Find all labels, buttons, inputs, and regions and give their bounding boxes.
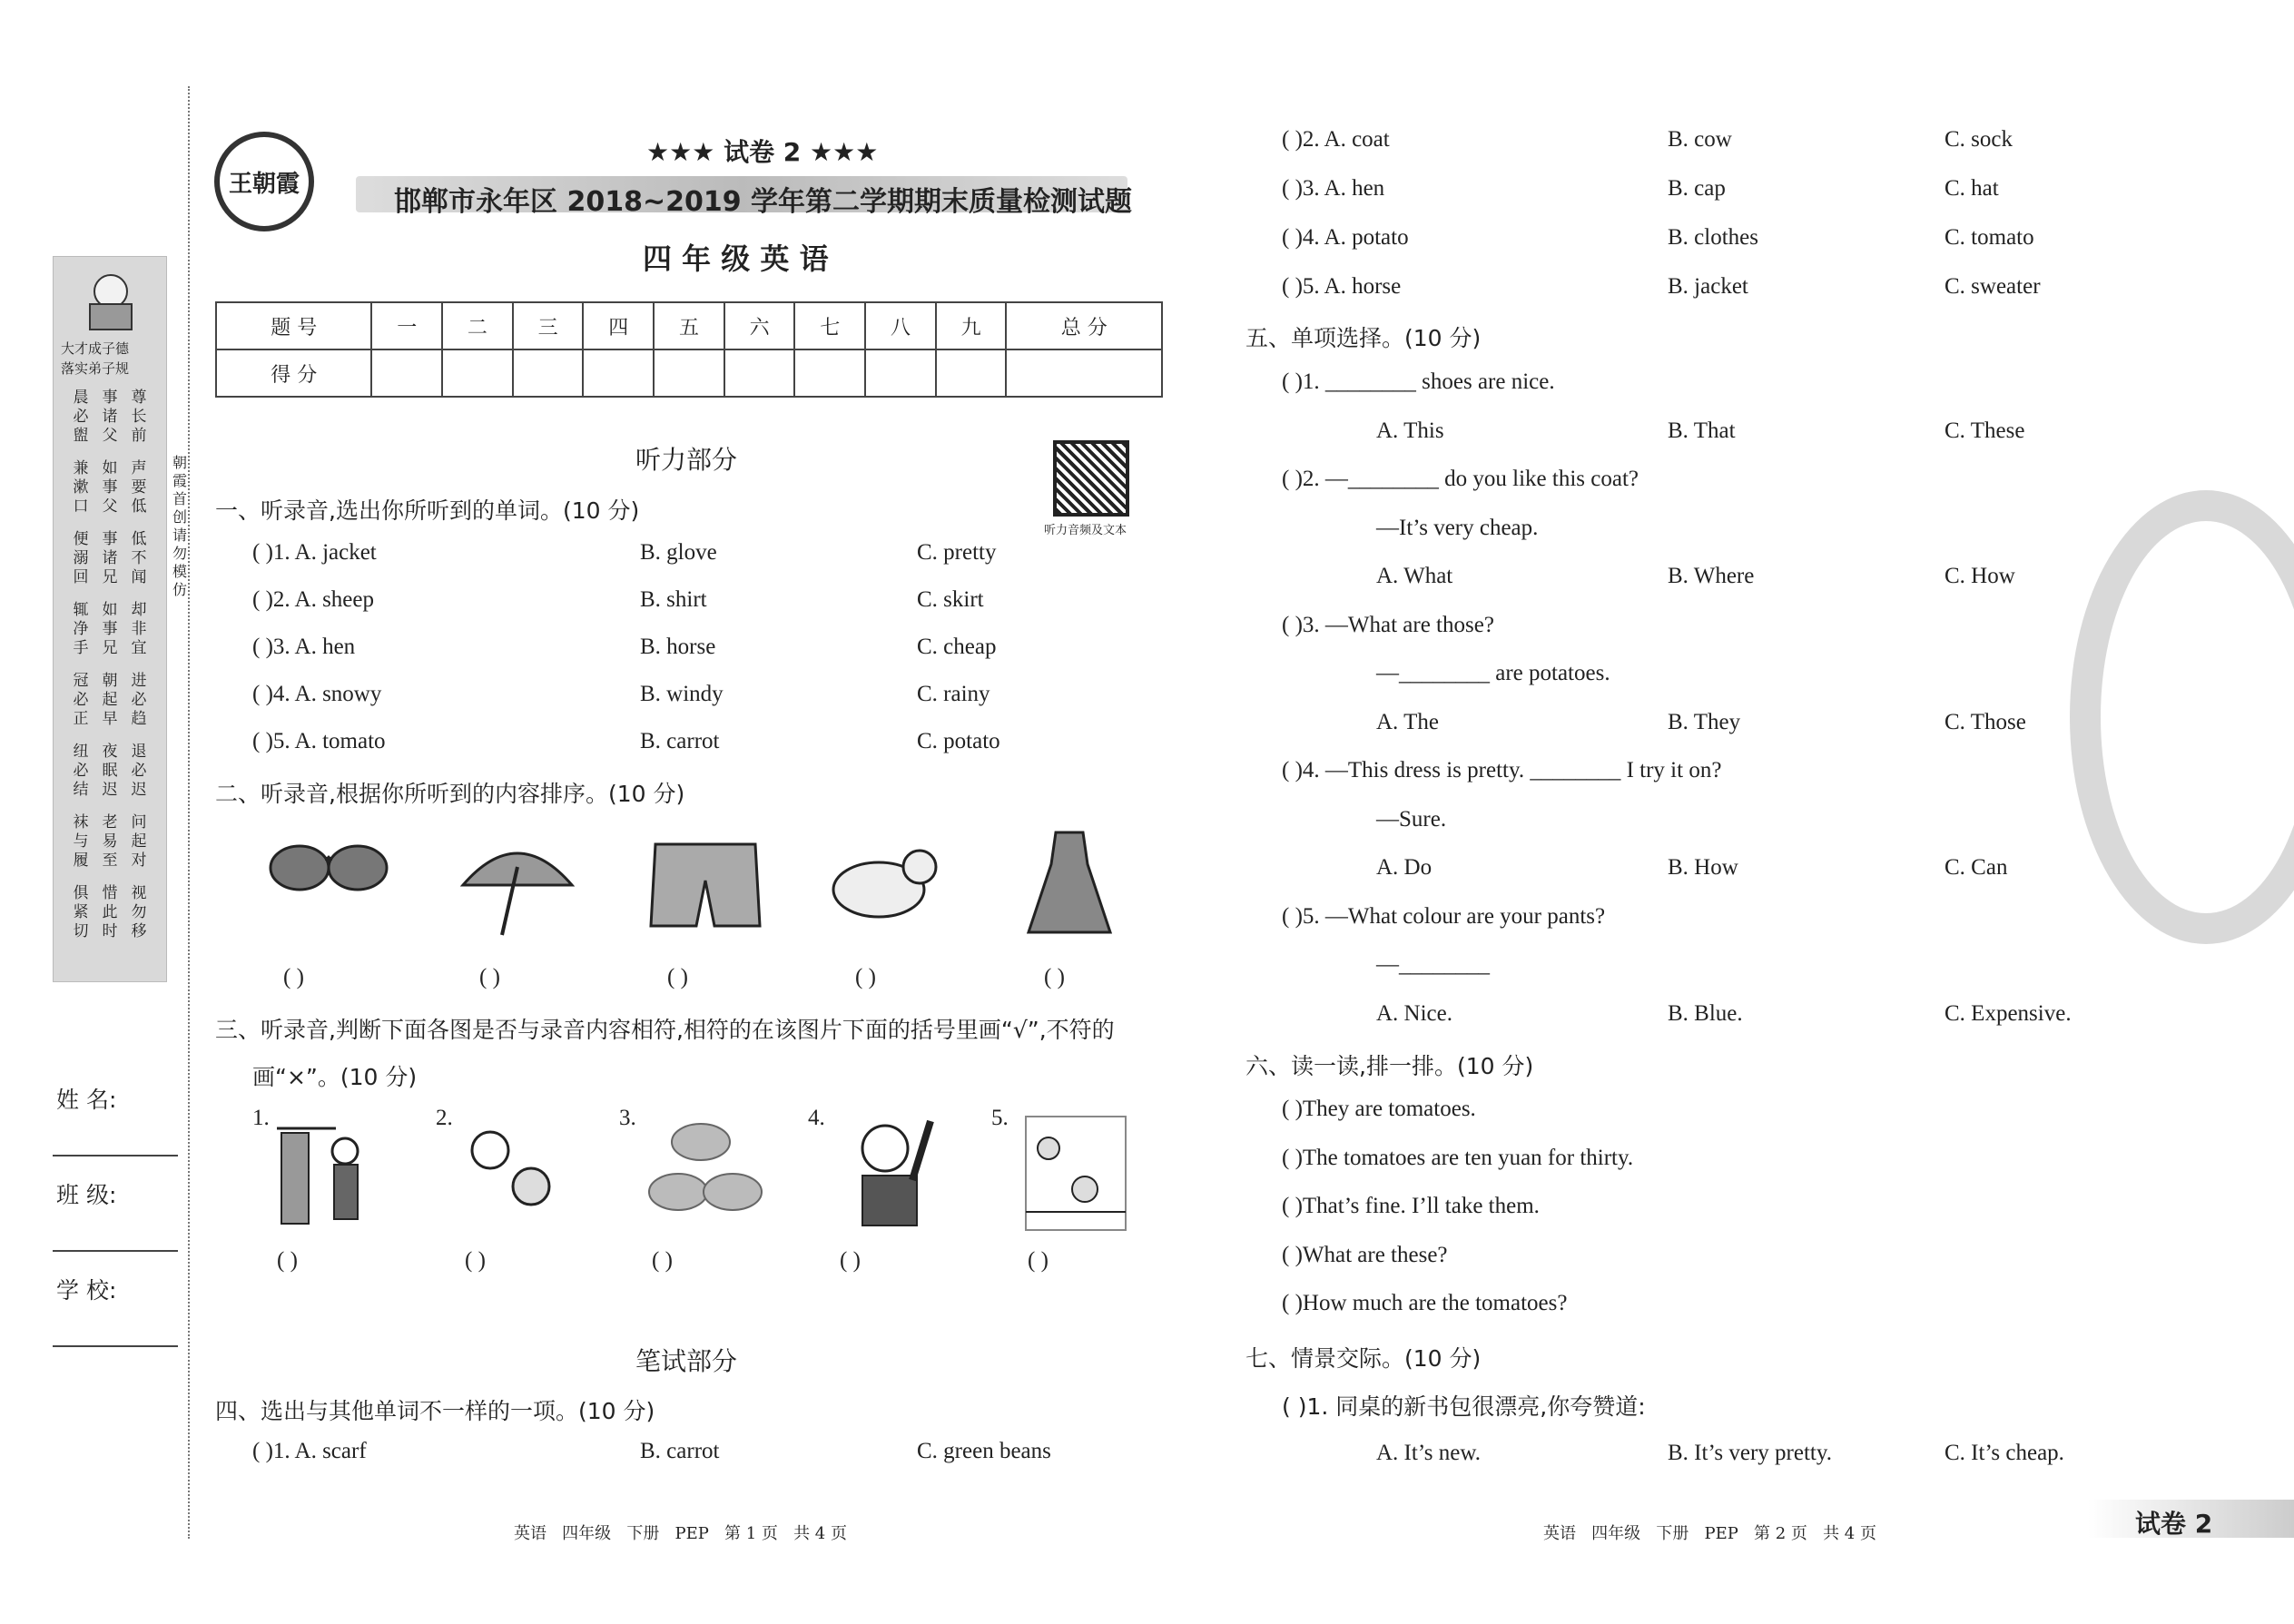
score-input-cell[interactable]	[936, 349, 1007, 397]
section5-line: ( )1. ________ shoes are nice.	[1282, 369, 1555, 394]
motto-phrase: 却非宜	[131, 601, 147, 657]
section4-option: C. tomato	[1944, 225, 2034, 250]
brand-logo-text: 王朝霞	[228, 170, 300, 198]
motto-top: 大才成子德	[61, 340, 130, 357]
section2-answer-bracket: ( )	[479, 965, 500, 989]
section5-option: B. Where	[1668, 564, 1755, 588]
section3-number: 2.	[436, 1106, 453, 1130]
section1-option: B. carrot	[640, 729, 720, 753]
score-header-cell: 七	[794, 302, 865, 349]
section3-number: 5.	[991, 1106, 1009, 1130]
motto-phrase: 惜此时	[102, 884, 118, 940]
motto-phrase: 兼漱口	[73, 459, 89, 516]
exam-subtitle: 四 年 级 英 语	[643, 241, 829, 276]
section1-option: C. rainy	[917, 682, 990, 706]
section4-option: C. green beans	[917, 1439, 1051, 1463]
section7-option: C. It’s cheap.	[1944, 1441, 2064, 1465]
section4-option: C. sweater	[1944, 274, 2041, 299]
section2-answer-bracket: ( )	[667, 965, 688, 989]
section3-answer-bracket: ( )	[465, 1248, 486, 1273]
score-input-cell[interactable]	[654, 349, 724, 397]
name-label: 姓 名:	[56, 1087, 117, 1113]
boy-raising-hand-icon	[849, 1112, 949, 1230]
section1-option: C. pretty	[917, 540, 997, 565]
listening-title: 听力部分	[635, 445, 738, 475]
motto-phrase: 如事父	[102, 459, 118, 516]
section7-option: B. It’s very pretty.	[1668, 1441, 1832, 1465]
score-input-cell[interactable]	[442, 349, 513, 397]
school-label: 学 校:	[56, 1277, 117, 1304]
sheep-group-icon	[646, 1115, 764, 1224]
section5-option: B. They	[1668, 709, 1741, 734]
qr-caption: 听力音频及文本	[1044, 524, 1127, 537]
motto-phrase: 尊长前	[131, 389, 147, 445]
copyright-vertical: 朝霞首创 请勿模仿	[172, 454, 188, 598]
score-row-numbers	[216, 302, 1162, 349]
score-input-cell[interactable]	[865, 349, 936, 397]
score-row-scores	[216, 349, 1162, 397]
section6-line: ( )What are these?	[1282, 1242, 1448, 1267]
section5-line: —________	[1376, 952, 1490, 977]
section5-line: —Sure.	[1376, 806, 1447, 832]
section1-option: ( )5. A. tomato	[252, 729, 386, 753]
section5-option: B. That	[1668, 418, 1736, 443]
section1-option: C. skirt	[917, 587, 984, 612]
motto-phrase: 纽必结	[73, 743, 89, 799]
exam-title: 邯郸市永年区 2018~2019 学年第二学期期末质量检测试题	[394, 186, 1133, 218]
motto-phrase: 低不闻	[131, 530, 147, 586]
paper-tag: 试卷 2	[2135, 1509, 2213, 1539]
section5-option: A. Do	[1376, 855, 1433, 880]
section1-option: B. shirt	[640, 587, 707, 612]
score-header-cell: 二	[442, 302, 513, 349]
section3-answer-bracket: ( )	[277, 1248, 298, 1273]
section4-option: C. sock	[1944, 127, 2013, 152]
paper-number: ★★★ 试卷 2 ★★★	[646, 137, 879, 167]
secret-stamp-icon	[2070, 490, 2294, 944]
motto-phrase: 进必趋	[131, 672, 147, 728]
section7-title: 七、情景交际。(10 分)	[1245, 1345, 1482, 1372]
score-header-cell: 一	[371, 302, 442, 349]
motto-phrase: 俱紧切	[73, 884, 89, 940]
section5-option: C. Expensive.	[1944, 1000, 2072, 1026]
section5-option: B. Blue.	[1668, 1000, 1743, 1026]
section5-option: C. How	[1944, 564, 2015, 588]
section1-option: ( )1. A. jacket	[252, 540, 377, 565]
score-header-cell: 五	[654, 302, 724, 349]
section6-line: ( )How much are the tomatoes?	[1282, 1291, 1568, 1315]
binding-line	[188, 86, 190, 1539]
section5-option: C. Those	[1944, 709, 2026, 734]
brand-logo	[214, 132, 314, 231]
section3-answer-bracket: ( )	[840, 1248, 861, 1273]
score-label-cell: 得 分	[216, 349, 371, 397]
sunny-girl-icon	[458, 1118, 567, 1227]
motto-phrase: 朝起早	[102, 672, 118, 728]
section7-question1: ( )1. 同桌的新书包很漂亮,你夸赞道:	[1282, 1393, 1646, 1420]
motto-phrase: 晨必盥	[73, 389, 89, 445]
motto-phrase: 夜眠迟	[102, 743, 118, 799]
motto-phrase: 视勿移	[131, 884, 147, 940]
footer-page1: 英语 四年级 下册 PEP 第 1 页 共 4 页	[514, 1524, 847, 1543]
score-header-cell: 四	[583, 302, 654, 349]
motto-phrase: 如事兄	[102, 601, 118, 657]
score-header-cell: 六	[724, 302, 795, 349]
section4-title: 四、选出与其他单词不一样的一项。(10 分)	[215, 1398, 655, 1424]
section5-line: —________ are potatoes.	[1376, 661, 1610, 685]
section5-line: ( )5. —What colour are your pants?	[1282, 903, 1606, 929]
section5-option: A. What	[1376, 564, 1453, 588]
section1-option: ( )3. A. hen	[252, 635, 356, 659]
scholar-figure-icon	[54, 257, 168, 339]
section1-option: B. horse	[640, 635, 716, 659]
motto-phrase: 冠必正	[73, 672, 89, 728]
score-input-cell[interactable]	[583, 349, 654, 397]
section5-option: C. These	[1944, 418, 2025, 443]
motto-phrase: 问起对	[131, 813, 147, 870]
paper-number-text: 试卷 2	[724, 137, 802, 167]
motto-top2: 落实弟子规	[61, 360, 130, 377]
qr-code[interactable]	[1053, 440, 1129, 517]
motto-phrase: 辄净手	[73, 601, 89, 657]
section6-line: ( )That’s fine. I’ll take them.	[1282, 1194, 1540, 1218]
section5-line: ( )3. —What are those?	[1282, 612, 1494, 637]
section3-answer-bracket: ( )	[1028, 1248, 1049, 1273]
score-header-cell: 八	[865, 302, 936, 349]
section5-title: 五、单项选择。(10 分)	[1245, 325, 1482, 351]
motto-phrase: 事诸兄	[102, 530, 118, 586]
score-header-cell: 三	[513, 302, 584, 349]
umbrella-icon	[458, 831, 576, 940]
motto-phrase: 退必迟	[131, 743, 147, 799]
score-input-cell[interactable]	[724, 349, 795, 397]
section5-option: C. Can	[1944, 855, 2008, 880]
name-field[interactable]	[53, 1155, 178, 1156]
section1-option: C. cheap	[917, 635, 997, 659]
section4-option: ( )3. A. hen	[1282, 176, 1385, 201]
section4-option: ( )2. A. coat	[1282, 127, 1390, 152]
section5-line: ( )2. —________ do you like this coat?	[1282, 467, 1639, 491]
section6-line: ( )They are tomatoes.	[1282, 1097, 1476, 1121]
section5-line: —It’s very cheap.	[1376, 515, 1539, 540]
section5-line: ( )4. —This dress is pretty. ________ I try it on?	[1282, 758, 1722, 782]
score-header-cell: 题 号	[216, 302, 371, 349]
school-field[interactable]	[53, 1345, 178, 1347]
section4-option: B. cap	[1668, 176, 1726, 201]
section5-option: A. The	[1376, 709, 1439, 734]
section6-line: ( )The tomatoes are ten yuan for thirty.	[1282, 1145, 1634, 1170]
section4-option: B. carrot	[640, 1439, 720, 1463]
section1-title: 一、听录音,选出你所听到的单词。(10 分)	[215, 497, 640, 524]
score-table	[215, 301, 1163, 398]
motto-phrase: 事诸父	[102, 389, 118, 445]
footer-page2: 英语 四年级 下册 PEP 第 2 页 共 4 页	[1543, 1524, 1876, 1543]
clothes-rack-icon	[272, 1115, 363, 1233]
section2-answer-bracket: ( )	[1044, 965, 1065, 989]
dress-icon	[1024, 828, 1115, 937]
section4-option: B. clothes	[1668, 225, 1758, 250]
score-input-cell[interactable]	[371, 349, 442, 397]
sheep-icon	[824, 835, 942, 926]
section4-option: C. hat	[1944, 176, 1999, 201]
section3-number: 1.	[252, 1106, 270, 1130]
score-input-cell[interactable]	[513, 349, 584, 397]
section5-option: A. This	[1376, 418, 1444, 443]
section3-number: 4.	[808, 1106, 825, 1130]
section2-title: 二、听录音,根据你所听到的内容排序。(10 分)	[215, 781, 685, 807]
score-header-cell: 总 分	[1006, 302, 1162, 349]
section1-option: ( )2. A. sheep	[252, 587, 374, 612]
section2-answer-bracket: ( )	[283, 965, 304, 989]
motto-phrase: 声要低	[131, 459, 147, 516]
motto-phrase: 便溺回	[73, 530, 89, 586]
section4-option: B. jacket	[1668, 274, 1748, 299]
section3-title2: 画“×”。(10 分)	[252, 1064, 418, 1090]
score-header-cell: 九	[936, 302, 1007, 349]
motto-phrase: 袜与履	[73, 813, 89, 870]
class-label: 班 级:	[56, 1182, 117, 1208]
section4-option: ( )1. A. scarf	[252, 1439, 367, 1463]
shorts-icon	[646, 840, 764, 930]
motto-phrase: 老易至	[102, 813, 118, 870]
section7-option: A. It’s new.	[1376, 1441, 1482, 1465]
section1-option: B. glove	[640, 540, 717, 565]
writing-title: 笔试部分	[635, 1346, 738, 1376]
section4-option: B. cow	[1668, 127, 1732, 152]
section5-option: A. Nice.	[1376, 1000, 1452, 1026]
section1-option: B. windy	[640, 682, 724, 706]
section4-option: ( )4. A. potato	[1282, 225, 1409, 250]
section4-option: ( )5. A. horse	[1282, 274, 1402, 299]
score-input-cell[interactable]	[1006, 349, 1162, 397]
section2-answer-bracket: ( )	[855, 965, 876, 989]
class-field[interactable]	[53, 1250, 178, 1252]
motto-grid	[72, 389, 162, 969]
section5-option: B. How	[1668, 855, 1738, 880]
section6-title: 六、读一读,排一排。(10 分)	[1245, 1053, 1534, 1079]
section3-title: 三、听录音,判断下面各图是否与录音内容相符,相符的在该图片下面的括号里画“√”,不符的	[215, 1017, 1115, 1043]
motto-panel	[53, 256, 167, 982]
sunglasses-icon	[265, 833, 392, 897]
restaurant-scene-icon	[1021, 1112, 1130, 1235]
section3-number: 3.	[619, 1106, 636, 1130]
score-input-cell[interactable]	[794, 349, 865, 397]
section3-answer-bracket: ( )	[652, 1248, 673, 1273]
section1-option: C. potato	[917, 729, 1000, 753]
section1-option: ( )4. A. snowy	[252, 682, 382, 706]
